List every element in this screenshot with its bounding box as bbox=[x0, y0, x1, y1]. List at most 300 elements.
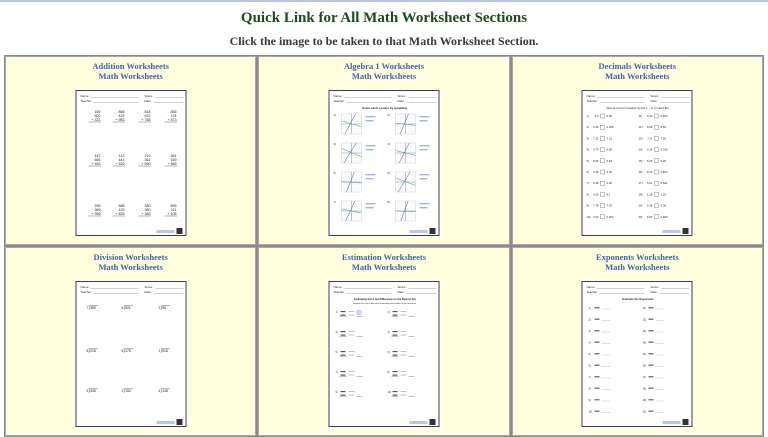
equation-text bbox=[365, 203, 375, 204]
name-label: Name : bbox=[333, 94, 344, 98]
decimal-value: 1.01 bbox=[660, 192, 667, 197]
decimal-value: 3.52 bbox=[593, 214, 599, 219]
decimal-value: 0.621 bbox=[660, 181, 668, 186]
footer-logo bbox=[663, 421, 681, 424]
problem-number: 4) bbox=[588, 341, 591, 345]
worksheet-instructions: Write the Correct Comparison Symbol (<, > or =) in Each Box. bbox=[606, 108, 670, 110]
addend: 447 bbox=[94, 154, 101, 158]
number-text bbox=[392, 371, 397, 372]
decimal-value: 6.20 bbox=[593, 192, 599, 197]
section-subtitle: Math Worksheets bbox=[605, 71, 670, 81]
decimal-value: 6.83 bbox=[647, 214, 653, 219]
decimal-value: 8.23 bbox=[647, 158, 653, 163]
page-title: Quick Link for All Math Worksheet Sections bbox=[240, 10, 528, 26]
section-link-division[interactable] bbox=[6, 252, 255, 272]
problem-number: 19) bbox=[638, 203, 643, 208]
divisor: 1 bbox=[158, 349, 161, 353]
section-cell-addition[interactable] bbox=[5, 56, 256, 245]
addend: 664 bbox=[94, 158, 101, 162]
addend: 259 bbox=[94, 204, 101, 208]
score-label: Score : bbox=[144, 285, 154, 289]
comparison-box bbox=[601, 148, 605, 152]
addend: 169 bbox=[94, 110, 101, 114]
addend: 361 bbox=[170, 154, 177, 158]
addend: 380 bbox=[144, 208, 151, 212]
comparison-box bbox=[601, 125, 605, 129]
divisor: 4 bbox=[158, 389, 161, 393]
section-link-addition[interactable] bbox=[6, 61, 255, 81]
qr-code-icon bbox=[683, 228, 689, 234]
equation-text bbox=[365, 120, 373, 121]
problem-number: 19) bbox=[642, 399, 647, 402]
addend: + 365 bbox=[141, 212, 151, 216]
equation-text bbox=[419, 207, 427, 208]
teacher-label: Teacher : bbox=[80, 99, 93, 103]
number-text bbox=[340, 391, 345, 392]
divisor: 5 bbox=[86, 389, 89, 393]
addend: 380 bbox=[144, 204, 151, 208]
problem-number: 4) bbox=[586, 147, 590, 152]
footer-logo bbox=[409, 421, 427, 424]
section-subtitle: Math Worksheets bbox=[98, 262, 163, 272]
number-text bbox=[392, 391, 397, 392]
addend: 895 bbox=[170, 204, 177, 208]
exponent-expression bbox=[595, 319, 600, 320]
decimal-value: 6.69 bbox=[606, 147, 613, 152]
comparison-box bbox=[601, 181, 605, 185]
problem-number: 1) bbox=[335, 311, 338, 314]
number-text bbox=[392, 315, 397, 316]
section-link-decimals[interactable] bbox=[513, 61, 762, 81]
problem-number: 9) bbox=[588, 399, 591, 402]
exponents-worksheet-drawing bbox=[583, 282, 693, 427]
section-link-algebra[interactable] bbox=[259, 61, 508, 81]
addend: 415 bbox=[118, 114, 125, 118]
equation-text bbox=[365, 149, 373, 150]
teacher-label: Teacher : bbox=[80, 290, 93, 294]
date-label: Date : bbox=[397, 290, 406, 294]
score-label: Score : bbox=[144, 94, 154, 98]
problem-number: 2) bbox=[588, 318, 591, 322]
exponent-expression bbox=[595, 388, 600, 389]
problem-number: 16) bbox=[642, 364, 647, 368]
divisor: 8 bbox=[86, 349, 89, 353]
divisor: 2 bbox=[121, 389, 124, 393]
section-subtitle: Math Worksheets bbox=[351, 71, 417, 81]
addend: + 590 bbox=[141, 162, 151, 166]
problem-number: 4) bbox=[387, 143, 390, 146]
addend: 888 bbox=[118, 204, 125, 208]
qr-code-icon bbox=[683, 419, 689, 425]
number-text bbox=[340, 331, 345, 332]
problem-number: 11) bbox=[642, 307, 647, 310]
problem-number: 15) bbox=[642, 353, 647, 356]
decimal-value: 5.26 bbox=[660, 158, 667, 163]
problem-number: 9) bbox=[586, 203, 590, 208]
section-title: Estimation Worksheets bbox=[341, 252, 427, 262]
problem-number: 15) bbox=[638, 158, 643, 163]
decimal-value: 2.4 bbox=[594, 114, 599, 118]
equation-text bbox=[365, 174, 375, 175]
score-label: Score : bbox=[397, 285, 407, 289]
comparison-box bbox=[655, 181, 659, 185]
comparison-box bbox=[655, 114, 659, 118]
top-divider bbox=[0, 0, 768, 2]
addend: 502 bbox=[94, 114, 101, 118]
number-text bbox=[392, 351, 397, 352]
addend: 125 bbox=[118, 208, 125, 212]
date-label: Date : bbox=[144, 290, 153, 294]
date-label: Date : bbox=[144, 99, 153, 103]
problem-number: 10) bbox=[387, 391, 391, 394]
equation-text bbox=[365, 116, 375, 117]
problem-number: 3) bbox=[586, 136, 590, 141]
name-label: Name : bbox=[586, 94, 597, 98]
addend: 142 bbox=[118, 154, 125, 158]
exponent-expression bbox=[649, 330, 654, 331]
dividend: 335 bbox=[89, 389, 96, 393]
problem-number: 12) bbox=[642, 318, 647, 322]
section-cell-decimals[interactable] bbox=[512, 56, 763, 245]
footer-logo bbox=[409, 230, 427, 233]
problem-number: 2) bbox=[387, 311, 390, 314]
decimal-value: 0.872 bbox=[660, 170, 668, 174]
section-subtitle: Math Worksheets bbox=[351, 262, 417, 272]
addend: 855 bbox=[170, 110, 177, 114]
addend: 969 bbox=[94, 208, 101, 212]
decimal-value: 8.66 bbox=[593, 158, 599, 163]
decimal-value: 8.64 bbox=[660, 125, 667, 130]
problem-number: 4) bbox=[387, 331, 390, 334]
problem-number: 8) bbox=[588, 387, 591, 391]
dividend: 150 bbox=[124, 389, 131, 393]
teacher-label: Teacher : bbox=[333, 99, 346, 103]
equation-text bbox=[365, 207, 373, 208]
problem-number: 6) bbox=[387, 172, 390, 175]
date-label: Date : bbox=[650, 99, 659, 103]
decimal-value: 6.81 bbox=[606, 158, 613, 163]
exponent-expression bbox=[595, 376, 600, 377]
comparison-box bbox=[601, 192, 605, 196]
exponent-expression bbox=[595, 307, 600, 308]
dividend: 148 bbox=[161, 389, 168, 393]
problem-number: 13) bbox=[638, 136, 643, 141]
equation-text bbox=[419, 145, 429, 146]
exponent-expression bbox=[649, 353, 654, 354]
number-text bbox=[340, 351, 345, 352]
problem-number: 8) bbox=[586, 192, 590, 197]
name-label: Name : bbox=[586, 285, 597, 289]
problem-number: 9) bbox=[335, 391, 338, 394]
name-label: Name : bbox=[80, 94, 90, 98]
dividend: 218 bbox=[89, 349, 96, 353]
exponent-expression bbox=[649, 388, 654, 389]
addend: 169 bbox=[170, 158, 177, 162]
problem-number: 2) bbox=[586, 125, 590, 130]
decimal-value: 7.18 bbox=[660, 136, 667, 141]
qr-code-icon bbox=[429, 228, 435, 234]
exponent-expression bbox=[649, 307, 654, 308]
problem-number: 6) bbox=[586, 170, 590, 174]
footer-logo bbox=[156, 421, 174, 424]
addend: 818 bbox=[144, 110, 151, 114]
qr-code-icon bbox=[429, 419, 435, 425]
equation-text bbox=[419, 149, 427, 150]
section-cell-exponents[interactable] bbox=[512, 247, 763, 436]
addend: + 356 bbox=[91, 212, 101, 216]
section-title: Algebra 1 Worksheets bbox=[343, 61, 425, 71]
decimal-value: 0.016 bbox=[660, 147, 668, 152]
score-label: Score : bbox=[650, 94, 661, 98]
decimal-value: 0.643 bbox=[660, 114, 668, 118]
equation-text bbox=[419, 174, 429, 175]
comparison-box bbox=[601, 114, 605, 118]
dividend: 175 bbox=[124, 349, 131, 353]
section-title: Exponents Worksheets bbox=[595, 252, 679, 262]
problem-number: 10) bbox=[586, 214, 591, 219]
problem-number: 5) bbox=[333, 172, 336, 175]
date-label: Date : bbox=[397, 99, 406, 103]
problem-number: 5) bbox=[588, 353, 591, 356]
footer-logo bbox=[663, 230, 681, 233]
problem-number: 11) bbox=[638, 114, 643, 118]
dividend: 96 bbox=[161, 306, 166, 310]
section-title: Division Worksheets bbox=[93, 252, 168, 262]
section-subtitle: Math Worksheets bbox=[605, 262, 670, 272]
worksheet-section-grid bbox=[4, 55, 764, 437]
number-text bbox=[340, 335, 345, 336]
addend: + 463 bbox=[91, 162, 101, 166]
problem-number: 1) bbox=[588, 307, 591, 310]
exponent-expression bbox=[595, 411, 600, 412]
equation-text bbox=[419, 120, 427, 121]
addition-worksheet-thumbnail[interactable] bbox=[75, 90, 186, 236]
section-link-exponents[interactable] bbox=[513, 252, 762, 272]
decimal-value: 4.39 bbox=[593, 170, 599, 174]
worksheet-heading: Evaluate the Exponents bbox=[622, 297, 655, 301]
problem-number: 12) bbox=[638, 125, 643, 130]
name-label: Name : bbox=[333, 285, 344, 289]
footer-logo bbox=[156, 230, 174, 233]
problem-number: 3) bbox=[335, 331, 338, 334]
problem-number: 7) bbox=[588, 376, 591, 379]
section-cell-algebra[interactable] bbox=[258, 56, 509, 245]
worksheet-heading: Estimating Sums and Differences to the Nearest Ten bbox=[353, 298, 417, 301]
section-cell-estimation[interactable] bbox=[258, 247, 509, 436]
problem-number: 14) bbox=[642, 341, 647, 345]
decimal-value: 6.36 bbox=[660, 203, 667, 208]
qr-code-icon bbox=[176, 419, 182, 425]
decimal-value: 8.69 bbox=[647, 125, 653, 130]
exponent-expression bbox=[595, 365, 600, 366]
number-text bbox=[340, 315, 345, 316]
decimal-value: 0.252 bbox=[606, 214, 614, 219]
number-text bbox=[340, 375, 345, 376]
division-worksheet-drawing bbox=[76, 282, 186, 427]
decimal-value: 1.18 bbox=[647, 192, 653, 197]
addend: 637 bbox=[144, 114, 151, 118]
date-label: Date : bbox=[650, 290, 659, 294]
equation-text bbox=[419, 203, 429, 204]
score-label: Score : bbox=[650, 285, 661, 289]
problem-number: 20) bbox=[638, 214, 643, 219]
addend: + 106 bbox=[167, 212, 177, 216]
decimals-worksheet-drawing bbox=[583, 91, 693, 236]
problem-number: 2) bbox=[387, 114, 390, 117]
number-text bbox=[392, 395, 397, 396]
addend: + 589 bbox=[167, 162, 177, 166]
decimal-value: 8.72 bbox=[647, 170, 653, 174]
decimals-worksheet-thumbnail[interactable] bbox=[582, 90, 693, 236]
equation-text bbox=[419, 116, 429, 117]
problem-number: 8) bbox=[387, 371, 390, 374]
number-text bbox=[340, 395, 345, 396]
divisor: 4 bbox=[121, 306, 124, 310]
worksheet-instructions: Estimate the sum or difference by rounding each number to the nearest ten. bbox=[353, 303, 417, 305]
problem-number: 17) bbox=[638, 181, 643, 186]
exponent-expression bbox=[595, 399, 600, 400]
problem-number: 18) bbox=[638, 192, 643, 197]
problem-number: 13) bbox=[642, 330, 647, 333]
problem-number: 17) bbox=[642, 376, 647, 379]
divisor: 7 bbox=[86, 306, 89, 310]
estimation-worksheet-drawing bbox=[329, 282, 439, 427]
decimal-value: 7.21 bbox=[606, 136, 613, 141]
problem-number: 1) bbox=[586, 114, 590, 118]
comparison-box bbox=[655, 159, 659, 163]
problem-number: 6) bbox=[387, 351, 390, 354]
decimal-value: 7.11 bbox=[647, 136, 653, 141]
problem-number: 7) bbox=[586, 181, 590, 186]
problem-number: 16) bbox=[638, 170, 643, 174]
dividend: 918 bbox=[161, 349, 168, 353]
decimal-value: 0.16 bbox=[647, 147, 653, 152]
algebra-worksheet-thumbnail[interactable] bbox=[328, 90, 439, 236]
section-title: Decimals Worksheets bbox=[598, 61, 677, 71]
exponent-expression bbox=[649, 376, 654, 377]
addend: 741 bbox=[170, 208, 177, 212]
comparison-box bbox=[655, 148, 659, 152]
decimal-value: 4.32 bbox=[606, 170, 613, 174]
number-text bbox=[340, 371, 345, 372]
addend: 441 bbox=[118, 158, 125, 162]
addend: + 635 bbox=[115, 212, 125, 216]
equation-text bbox=[419, 178, 427, 179]
number-text bbox=[392, 375, 397, 376]
problem-number: 14) bbox=[638, 147, 643, 152]
exponent-expression bbox=[595, 342, 600, 343]
comparison-box bbox=[655, 170, 659, 174]
addend: + 873 bbox=[167, 118, 177, 122]
problem-number: 7) bbox=[333, 201, 336, 204]
comparison-box bbox=[655, 192, 659, 196]
addition-worksheet-drawing bbox=[76, 91, 186, 236]
exponent-expression bbox=[649, 399, 654, 400]
exponent-expression bbox=[649, 365, 654, 366]
comparison-box bbox=[601, 159, 605, 163]
comparison-box bbox=[655, 125, 659, 129]
comparison-box bbox=[601, 204, 605, 208]
number-text bbox=[340, 311, 345, 312]
divisor: 2 bbox=[158, 306, 161, 310]
problem-number: 3) bbox=[588, 330, 591, 333]
decimal-value: 7.78 bbox=[606, 203, 613, 208]
section-subtitle: Math Worksheets bbox=[98, 71, 163, 81]
comparison-box bbox=[655, 136, 659, 140]
addend: 361 bbox=[144, 158, 151, 162]
problem-number: 10) bbox=[588, 410, 593, 414]
estimation-worksheet-thumbnail[interactable] bbox=[328, 281, 439, 427]
problem-number: 1) bbox=[333, 114, 336, 117]
comparison-box bbox=[601, 170, 605, 174]
exponent-expression bbox=[649, 342, 654, 343]
exponent-expression bbox=[649, 319, 654, 320]
number-text bbox=[392, 355, 397, 356]
comparison-box bbox=[655, 215, 659, 219]
problem-number: 20) bbox=[642, 410, 647, 414]
exponents-worksheet-thumbnail[interactable] bbox=[582, 281, 693, 427]
section-title: Addition Worksheets bbox=[92, 61, 169, 71]
decimal-value: 7.78 bbox=[593, 203, 599, 208]
addend: + 526 bbox=[115, 162, 125, 166]
problem-number: 18) bbox=[642, 387, 647, 391]
addend: + 768 bbox=[141, 118, 151, 122]
comparison-box bbox=[655, 204, 659, 208]
decimal-value: 6.42 bbox=[647, 114, 653, 118]
teacher-label: Teacher : bbox=[586, 290, 600, 294]
addend: 219 bbox=[144, 154, 151, 158]
number-text bbox=[392, 311, 397, 312]
comparison-box bbox=[601, 215, 605, 219]
addend: + 983 bbox=[115, 118, 125, 122]
decimal-value: 4.73 bbox=[593, 147, 599, 152]
example-answer bbox=[356, 310, 361, 315]
divisor: 5 bbox=[121, 349, 124, 353]
teacher-label: Teacher : bbox=[333, 290, 346, 294]
problem-number: 3) bbox=[333, 143, 336, 146]
exponent-expression bbox=[649, 411, 654, 412]
number-text bbox=[340, 355, 345, 356]
algebra-worksheet-drawing bbox=[329, 91, 439, 236]
decimal-value: 6.21 bbox=[647, 181, 653, 186]
division-worksheet-thumbnail[interactable] bbox=[75, 281, 186, 427]
problem-number: 6) bbox=[588, 364, 591, 368]
exponent-expression bbox=[595, 330, 600, 331]
decimal-value: 0.456 bbox=[606, 125, 614, 130]
decimal-value: 7.21 bbox=[593, 136, 599, 141]
page-subtitle: Click the image to be taken to that Math Worksheet Section. bbox=[229, 34, 539, 48]
comparison-box bbox=[601, 136, 605, 140]
qr-code-icon bbox=[176, 228, 182, 234]
problem-number: 7) bbox=[335, 371, 338, 374]
section-link-estimation[interactable] bbox=[259, 252, 508, 272]
dividend: 385 bbox=[89, 306, 96, 310]
exponent-expression bbox=[595, 353, 600, 354]
worksheet-heading: Solve each system by graphing. bbox=[362, 106, 408, 110]
name-label: Name : bbox=[80, 285, 90, 289]
teacher-label: Teacher : bbox=[586, 99, 600, 103]
decimal-value: 8.1 bbox=[606, 192, 611, 197]
section-cell-division[interactable] bbox=[5, 247, 256, 436]
decimal-value: 2.26 bbox=[606, 181, 613, 186]
decimal-value: 6.38 bbox=[647, 203, 653, 208]
dividend: 821 bbox=[124, 306, 131, 310]
decimal-value: 2.36 bbox=[593, 181, 599, 186]
decimal-value: 0.605 bbox=[660, 214, 668, 219]
score-label: Score : bbox=[397, 94, 407, 98]
addend: + 321 bbox=[91, 118, 101, 122]
decimal-value: 4.36 bbox=[593, 125, 599, 130]
